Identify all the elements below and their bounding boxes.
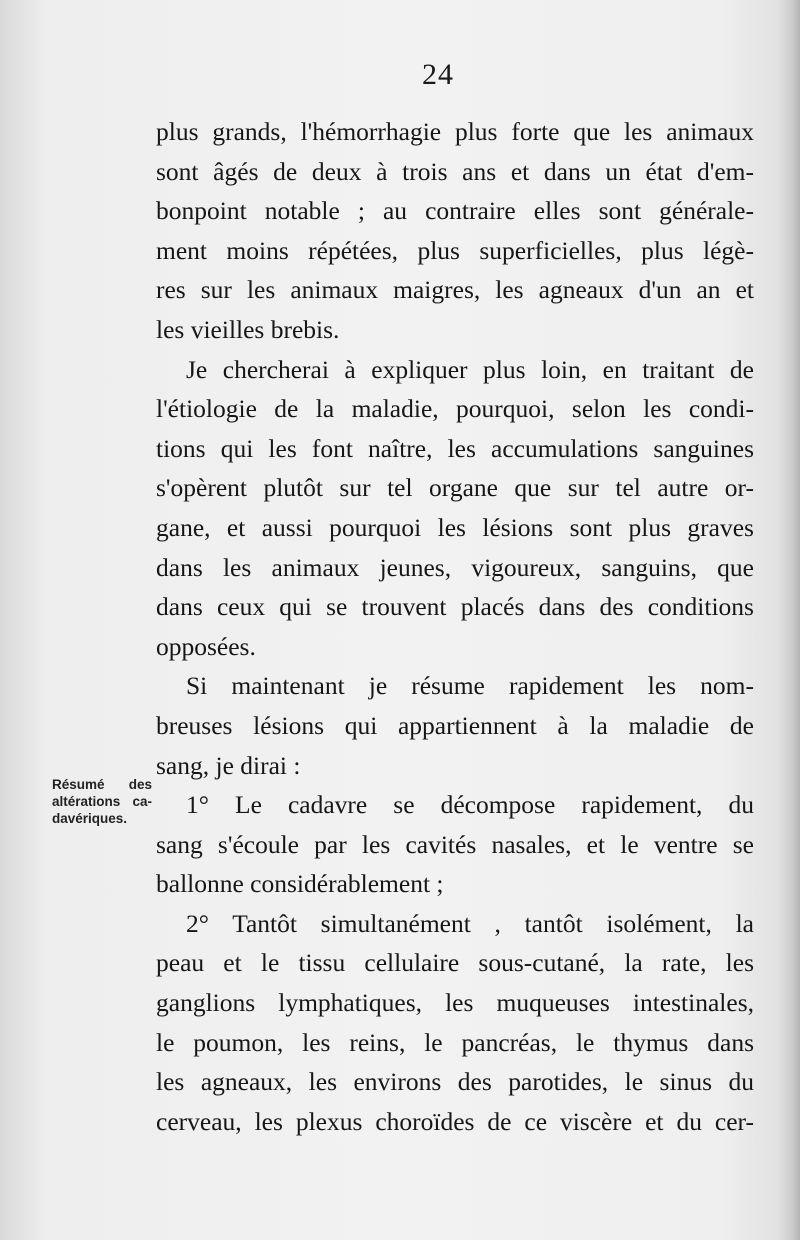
text-line: ment moins répétées, plus superficielles, plus légè-	[156, 235, 754, 265]
text-line: 2° Tantôt simultanément , tantôt isolément, la	[186, 908, 754, 938]
body-text	[156, 112, 754, 1141]
text-line: dans ceux qui se trouvent placés dans des conditions	[156, 592, 754, 622]
text-line: sang, je dirai :	[156, 750, 301, 780]
text-line: ballonne considérablement ;	[156, 869, 444, 899]
text-line: s'opèrent plutôt sur tel organe que sur tel autre or-	[156, 473, 754, 503]
text-line: bonpoint notable ; au contraire elles sont générale-	[156, 196, 754, 226]
text-line: ganglions lymphatiques, les muqueuses intestinales,	[156, 988, 754, 1018]
text-line: le poumon, les reins, le pancréas, le thymus dans	[156, 1027, 754, 1057]
margin-note	[52, 776, 152, 827]
text-line: dans les animaux jeunes, vigoureux, sanguins, que	[156, 552, 754, 582]
text-line: l'étiologie de la maladie, pourquoi, selon les condi-	[156, 394, 754, 424]
text-line: les agneaux, les environs des parotides, le sinus du	[156, 1067, 754, 1097]
text-line: cerveau, les plexus choroïdes de ce viscère et du cer-	[156, 1106, 754, 1136]
margin-note-line: davériques.	[52, 811, 128, 826]
text-line: breuses lésions qui appartiennent à la maladie de	[156, 710, 754, 740]
margin-note-line: altérations ca-	[52, 794, 152, 809]
text-line: Si maintenant je résume rapidement les nom-	[186, 671, 754, 701]
text-line: Je chercherai à expliquer plus loin, en traitant de	[186, 354, 754, 384]
text-line: sang s'écoule par les cavités nasales, et le ventre se	[156, 829, 754, 859]
text-line: gane, et aussi pourquoi les lésions sont plus graves	[156, 512, 754, 542]
page-gutter-shadow	[778, 0, 800, 1240]
text-line: opposées.	[156, 631, 256, 661]
text-line: sont âgés de deux à trois ans et dans un état d'em-	[156, 156, 754, 186]
text-line: peau et le tissu cellulaire sous-cutané, la rate, les	[156, 948, 754, 978]
text-line: res sur les animaux maigres, les agneaux d'un an et	[156, 275, 754, 305]
text-line: plus grands, l'hémorrhagie plus forte que les animaux	[156, 117, 754, 146]
text-line: les vieilles brebis.	[156, 314, 340, 344]
text-line: tions qui les font naître, les accumulations sanguines	[156, 433, 754, 463]
margin-note-line: Résumé des	[52, 777, 152, 792]
page-number: 24	[422, 58, 454, 91]
text-line: 1° Le cadavre se décompose rapidement, du	[186, 790, 754, 820]
